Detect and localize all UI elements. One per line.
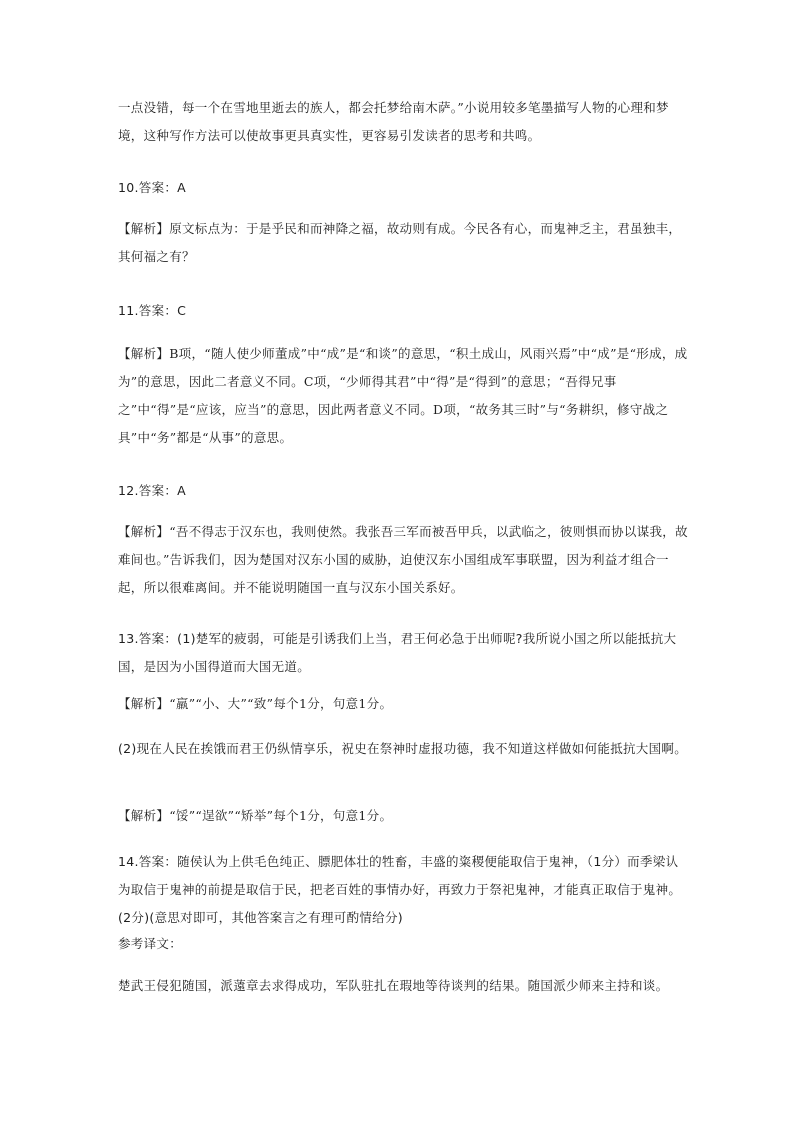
answer-14: 14.答案：随侯认为上供毛色纯正、膘肥体壮的牲畜，丰盛的粢稷便能取信于鬼神，（1分）而季梁认为取信于鬼神的前提是取信于民，把老百姓的事情办好，再致力于祭祀鬼神，才能真正取信于鬼神。(2分)(意思对即可，其他答案言之有理可酌情给分) xyxy=(118,854,682,925)
analysis-13-part2: 【解析】“馁”“逞欲”“矫举”每个1分，句意1分。 xyxy=(118,808,393,823)
answer-11: 11.答案：C xyxy=(118,303,187,318)
reference-translation-paragraph: 楚武王侵犯随国，派薳章去求得成功，军队驻扎在瑕地等待谈判的结果。随国派少师来主持和谈。 xyxy=(118,978,669,993)
answer-13-part1: 13.答案：(1)楚军的疲弱，可能是引诱我们上当，君王何必急于出师呢?我所说小国之所以能抵抗大国，是因为小国得道而大国无道。 xyxy=(118,631,677,674)
answer-12: 12.答案：A xyxy=(118,483,187,498)
answer-13-part2: (2)现在人民在挨饿而君王仍纵情享乐，祝史在祭神时虚报功德，我不知道这样做如何能抵抗大国啊。 xyxy=(118,741,688,756)
answer-10: 10.答案：A xyxy=(118,180,187,195)
analysis-11: 【解析】B项，“随人使少师董成”中“成”是“和谈”的意思，“积土成山，风雨兴焉”中“成”是“形成，成为”的意思，因此二者意义不同。C项，“少师得其君”中“得”是“得到”的意思；“吾得兄事之”中“得”是“应该，应当”的意思，因此两者意义不同。D项，“故务其三时”与“务耕织，修守战之具”中“务”都是“从事”的意思。 xyxy=(118,346,688,445)
analysis-13-part1: 【解析】“羸”“小、大”“致”每个1分，句意1分。 xyxy=(118,696,393,711)
paragraph-analysis-novel: 一点没错，每一个在雪地里逝去的族人，都会托梦给南木萨。”小说用较多笔墨描写人物的心理和梦境，这种写作方法可以使故事更具真实性，更容易引发读者的思考和共鸣。 xyxy=(118,100,669,143)
reference-translation-title: 参考译文： xyxy=(118,936,183,951)
analysis-12: 【解析】“吾不得志于汉东也，我则使然。我张吾三军而被吾甲兵，以武临之，彼则惧而协以谋我，故难间也。”告诉我们，因为楚国对汉东小国的威胁，迫使汉东小国组成军事联盟，因为利益才组合一起，所以很难离间。并不能说明随国一直与汉东小国关系好。 xyxy=(118,524,688,595)
analysis-10: 【解析】原文标点为：于是乎民和而神降之福，故动则有成。今民各有心，而鬼神乏主，君虽独丰，其何福之有？ xyxy=(118,221,682,264)
